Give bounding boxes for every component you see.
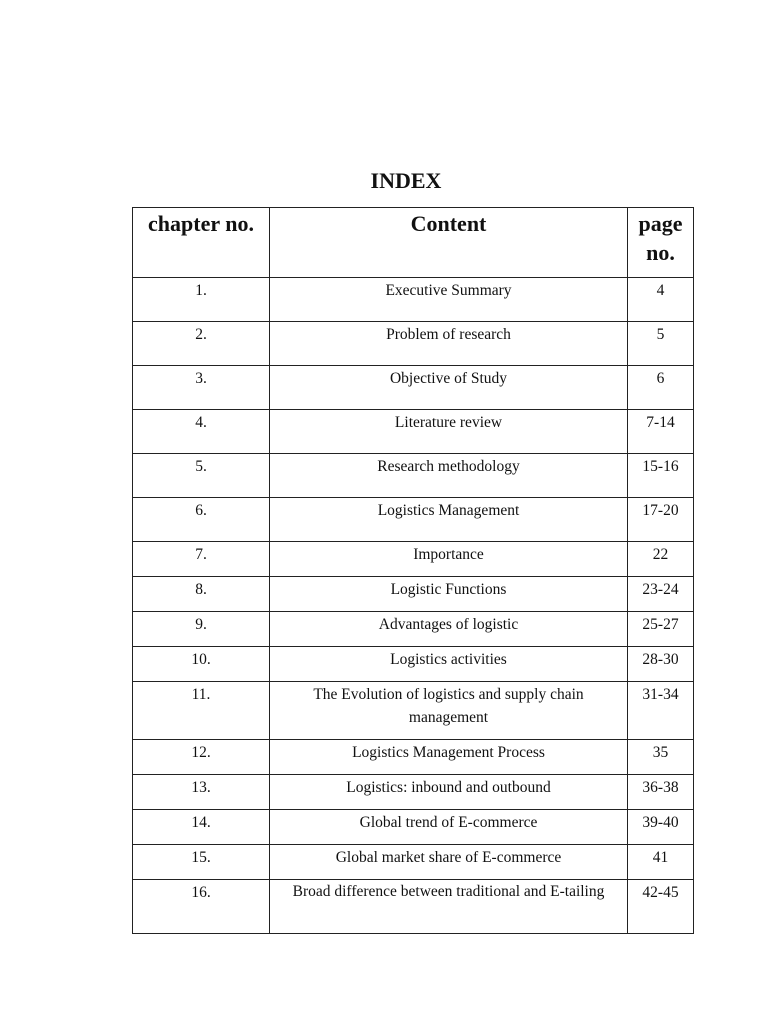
chapter-number: 10. — [133, 647, 270, 682]
chapter-content: Objective of Study — [270, 366, 628, 410]
chapter-content: Logistics activities — [270, 647, 628, 682]
chapter-content: Literature review — [270, 410, 628, 454]
page-number: 7-14 — [628, 410, 694, 454]
page-number: 22 — [628, 542, 694, 577]
chapter-number: 16. — [133, 880, 270, 934]
page-number: 5 — [628, 322, 694, 366]
chapter-content: Global market share of E-commerce — [270, 845, 628, 880]
table-row — [133, 577, 694, 612]
table-row — [133, 454, 694, 498]
table-row — [133, 682, 694, 740]
page-number: 6 — [628, 366, 694, 410]
page-number: 4 — [628, 278, 694, 322]
chapter-number: 2. — [133, 322, 270, 366]
table-row — [133, 845, 694, 880]
chapter-content: Broad difference between traditional and E-tailing — [270, 880, 628, 934]
page-number: 36-38 — [628, 775, 694, 810]
chapter-content: Advantages of logistic — [270, 612, 628, 647]
chapter-content: The Evolution of logistics and supply chain management — [270, 682, 628, 740]
chapter-number: 15. — [133, 845, 270, 880]
chapter-number: 5. — [133, 454, 270, 498]
chapter-number: 13. — [133, 775, 270, 810]
chapter-content: Executive Summary — [270, 278, 628, 322]
page-number: 31-34 — [628, 682, 694, 740]
table-row — [133, 647, 694, 682]
chapter-number: 14. — [133, 810, 270, 845]
chapter-content: Logistics Management — [270, 498, 628, 542]
page-number: 25-27 — [628, 612, 694, 647]
page-number: 39-40 — [628, 810, 694, 845]
chapter-content: Research methodology — [270, 454, 628, 498]
page-number: 15-16 — [628, 454, 694, 498]
chapter-number: 8. — [133, 577, 270, 612]
index-table — [132, 207, 694, 934]
table-row — [133, 542, 694, 577]
chapter-number: 7. — [133, 542, 270, 577]
table-row — [133, 880, 694, 934]
table-header-row — [133, 208, 694, 278]
page-number: 23-24 — [628, 577, 694, 612]
page-number: 17-20 — [628, 498, 694, 542]
chapter-number: 9. — [133, 612, 270, 647]
table-row — [133, 740, 694, 775]
table-row — [133, 366, 694, 410]
chapter-number: 11. — [133, 682, 270, 740]
chapter-content: Global trend of E-commerce — [270, 810, 628, 845]
chapter-number: 12. — [133, 740, 270, 775]
chapter-content: Problem of research — [270, 322, 628, 366]
table-row — [133, 612, 694, 647]
table-row — [133, 775, 694, 810]
chapter-content: Logistics: inbound and outbound — [270, 775, 628, 810]
chapter-number: 4. — [133, 410, 270, 454]
table-row — [133, 498, 694, 542]
chapter-content: Importance — [270, 542, 628, 577]
chapter-number: 1. — [133, 278, 270, 322]
page-title: INDEX — [370, 168, 442, 193]
header-page-no: page no. — [628, 208, 694, 278]
table-row — [133, 410, 694, 454]
page-number: 41 — [628, 845, 694, 880]
table-row — [133, 810, 694, 845]
chapter-content: Logistics Management Process — [270, 740, 628, 775]
table-row — [133, 322, 694, 366]
chapter-number: 3. — [133, 366, 270, 410]
table-row — [133, 278, 694, 322]
chapter-content: Logistic Functions — [270, 577, 628, 612]
page-number: 35 — [628, 740, 694, 775]
header-content: Content — [270, 208, 628, 278]
header-chapter-no: chapter no. — [133, 208, 270, 278]
page-number: 28-30 — [628, 647, 694, 682]
chapter-number: 6. — [133, 498, 270, 542]
page-number: 42-45 — [628, 880, 694, 934]
